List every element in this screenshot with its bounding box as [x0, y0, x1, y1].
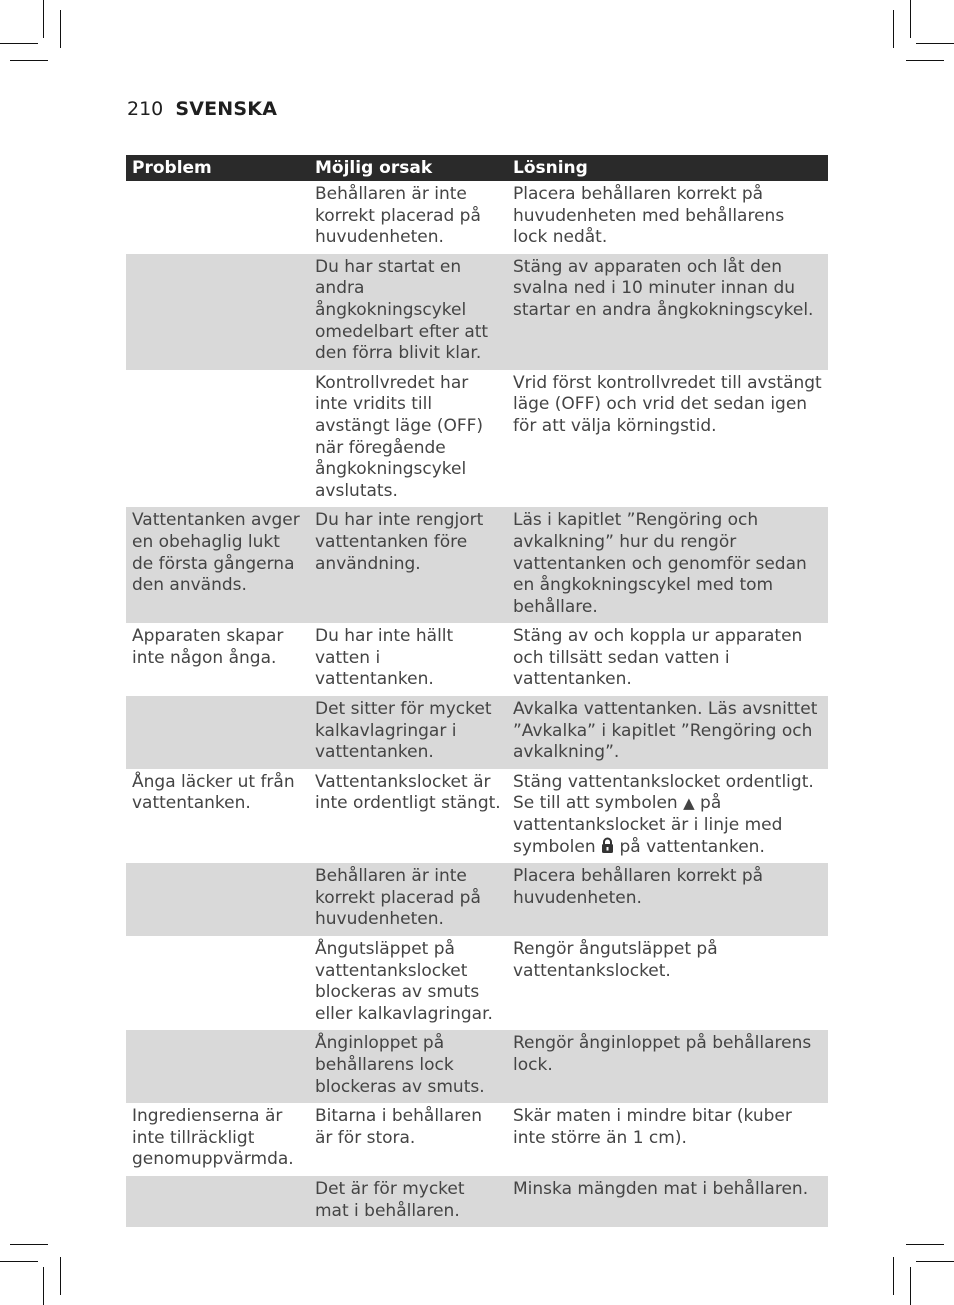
- section-title: SVENSKA: [175, 98, 278, 120]
- table-row: [126, 507, 828, 623]
- problem-cell: [126, 936, 309, 1030]
- solution-text-part: på vattentankslocket är i linje med symbolen: [513, 793, 783, 857]
- crop-mark: [906, 60, 944, 61]
- cause-cell: Du har inte hällt vatten i vattentanken.: [315, 626, 454, 690]
- problem-cell: Ånga läcker ut från vattentanken.: [132, 771, 295, 814]
- solution-cell: Skär maten i mindre bitar (kuber inte större än 1 cm).: [513, 1106, 792, 1148]
- crop-mark: [43, 1267, 44, 1305]
- column-header-solution: Lösning: [507, 155, 828, 181]
- crop-mark: [10, 60, 48, 61]
- solution-cell: Minska mängden mat i behållaren.: [507, 1176, 828, 1227]
- problem-cell: [126, 696, 309, 769]
- crop-mark: [910, 1267, 911, 1305]
- problem-cell: [126, 863, 309, 936]
- cause-cell: Behållaren är inte korrekt placerad på huvudenheten.: [309, 863, 507, 936]
- crop-mark: [0, 43, 38, 44]
- solution-cell: Vrid först kontrollvredet till avstängt läge (OFF) och vrid det sedan igen för att välja körningstid.: [513, 372, 822, 436]
- solution-text-part: på vattentanken.: [619, 836, 765, 857]
- table-row: [126, 254, 828, 370]
- solution-cell: Avkalka vattentanken. Läs avsnittet ”Avkalka” i kapitlet ”Rengöring och avkalkning”.: [507, 696, 828, 769]
- table-header-row: [126, 155, 828, 181]
- solution-cell: Stäng av apparaten och låt den svalna ned i 10 minuter innan du startar en andra ångkokningscykel.: [507, 254, 828, 370]
- cause-cell: Bitarna i behållaren är för stora.: [315, 1106, 483, 1148]
- crop-mark: [916, 43, 954, 44]
- troubleshooting-table: [126, 155, 828, 1227]
- solution-cell: Rengör ånginloppet på behållarens lock.: [507, 1030, 828, 1103]
- crop-mark: [43, 0, 44, 38]
- table-row: [126, 181, 828, 254]
- solution-text-part: Stäng vattentankslocket ordentligt. Se till att symbolen: [513, 771, 814, 814]
- cause-cell: Det sitter för mycket kalkavlagringar i vattentanken.: [309, 696, 507, 769]
- crop-mark: [916, 1261, 954, 1262]
- problem-cell: [126, 1030, 309, 1103]
- table-row: [126, 1030, 828, 1103]
- cause-cell: Du har inte rengjort vattentanken före användning.: [309, 507, 507, 623]
- crop-mark: [60, 1257, 61, 1295]
- table-row: [126, 696, 828, 769]
- crop-mark: [893, 10, 894, 48]
- cause-cell: Kontrollvredet har inte vridits till avstängt läge (OFF) när föregående ångkokningscykel avslutats.: [315, 372, 484, 501]
- solution-cell: [507, 769, 828, 863]
- table-row: [126, 863, 828, 936]
- column-header-problem: Problem: [126, 155, 309, 181]
- crop-mark: [906, 1244, 944, 1245]
- page-header: [127, 98, 277, 120]
- cause-cell: Vattentankslocket är inte ordentligt stängt.: [315, 771, 501, 814]
- table-row: [126, 769, 828, 863]
- table-row: [126, 1176, 828, 1227]
- crop-mark: [60, 10, 61, 48]
- table-row: [126, 936, 828, 1030]
- column-header-cause: Möjlig orsak: [309, 155, 507, 181]
- problem-cell: Apparaten skapar inte någon ånga.: [132, 626, 284, 668]
- crop-mark: [910, 0, 911, 38]
- problem-cell: [126, 370, 309, 508]
- cause-cell: Ångutsläppet på vattentankslocket blockeras av smuts eller kalkavlagringar.: [315, 939, 493, 1024]
- solution-cell: Rengör ångutsläppet på vattentankslocket.: [513, 939, 718, 981]
- problem-cell: [126, 1176, 309, 1227]
- table-row: [126, 370, 828, 508]
- solution-cell: Läs i kapitlet ”Rengöring och avkalkning” hur du rengör vattentanken och genomför sedan en ångkokningscykel med tom behållare.: [507, 507, 828, 623]
- cause-cell: Ånginloppet på behållarens lock blockeras av smuts.: [309, 1030, 507, 1103]
- cause-cell: Behållaren är inte korrekt placerad på huvudenheten.: [315, 184, 481, 248]
- lock-icon: [601, 837, 614, 854]
- cause-cell: Det är för mycket mat i behållaren.: [309, 1176, 507, 1227]
- crop-mark: [893, 1257, 894, 1295]
- solution-cell: Placera behållaren korrekt på huvudenheten.: [507, 863, 828, 936]
- problem-cell: Ingredienserna är inte tillräckligt genomuppvärmda.: [132, 1106, 294, 1170]
- problem-cell: Vattentanken avger en obehaglig lukt de första gångerna den används.: [126, 507, 309, 623]
- solution-cell: Placera behållaren korrekt på huvudenheten med behållarens lock nedåt.: [513, 184, 785, 248]
- problem-cell: [126, 181, 309, 254]
- crop-mark: [0, 1261, 38, 1262]
- problem-cell: [126, 254, 309, 370]
- page-number: 210: [127, 98, 164, 120]
- triangle-up-icon: ▲: [683, 794, 695, 813]
- solution-cell: Stäng av och koppla ur apparaten och tillsätt sedan vatten i vattentanken.: [513, 626, 803, 690]
- crop-mark: [10, 1244, 48, 1245]
- table-row: [126, 1103, 828, 1176]
- cause-cell: Du har startat en andra ångkokningscykel omedelbart efter att den förra blivit klar.: [309, 254, 507, 370]
- table-row: [126, 623, 828, 696]
